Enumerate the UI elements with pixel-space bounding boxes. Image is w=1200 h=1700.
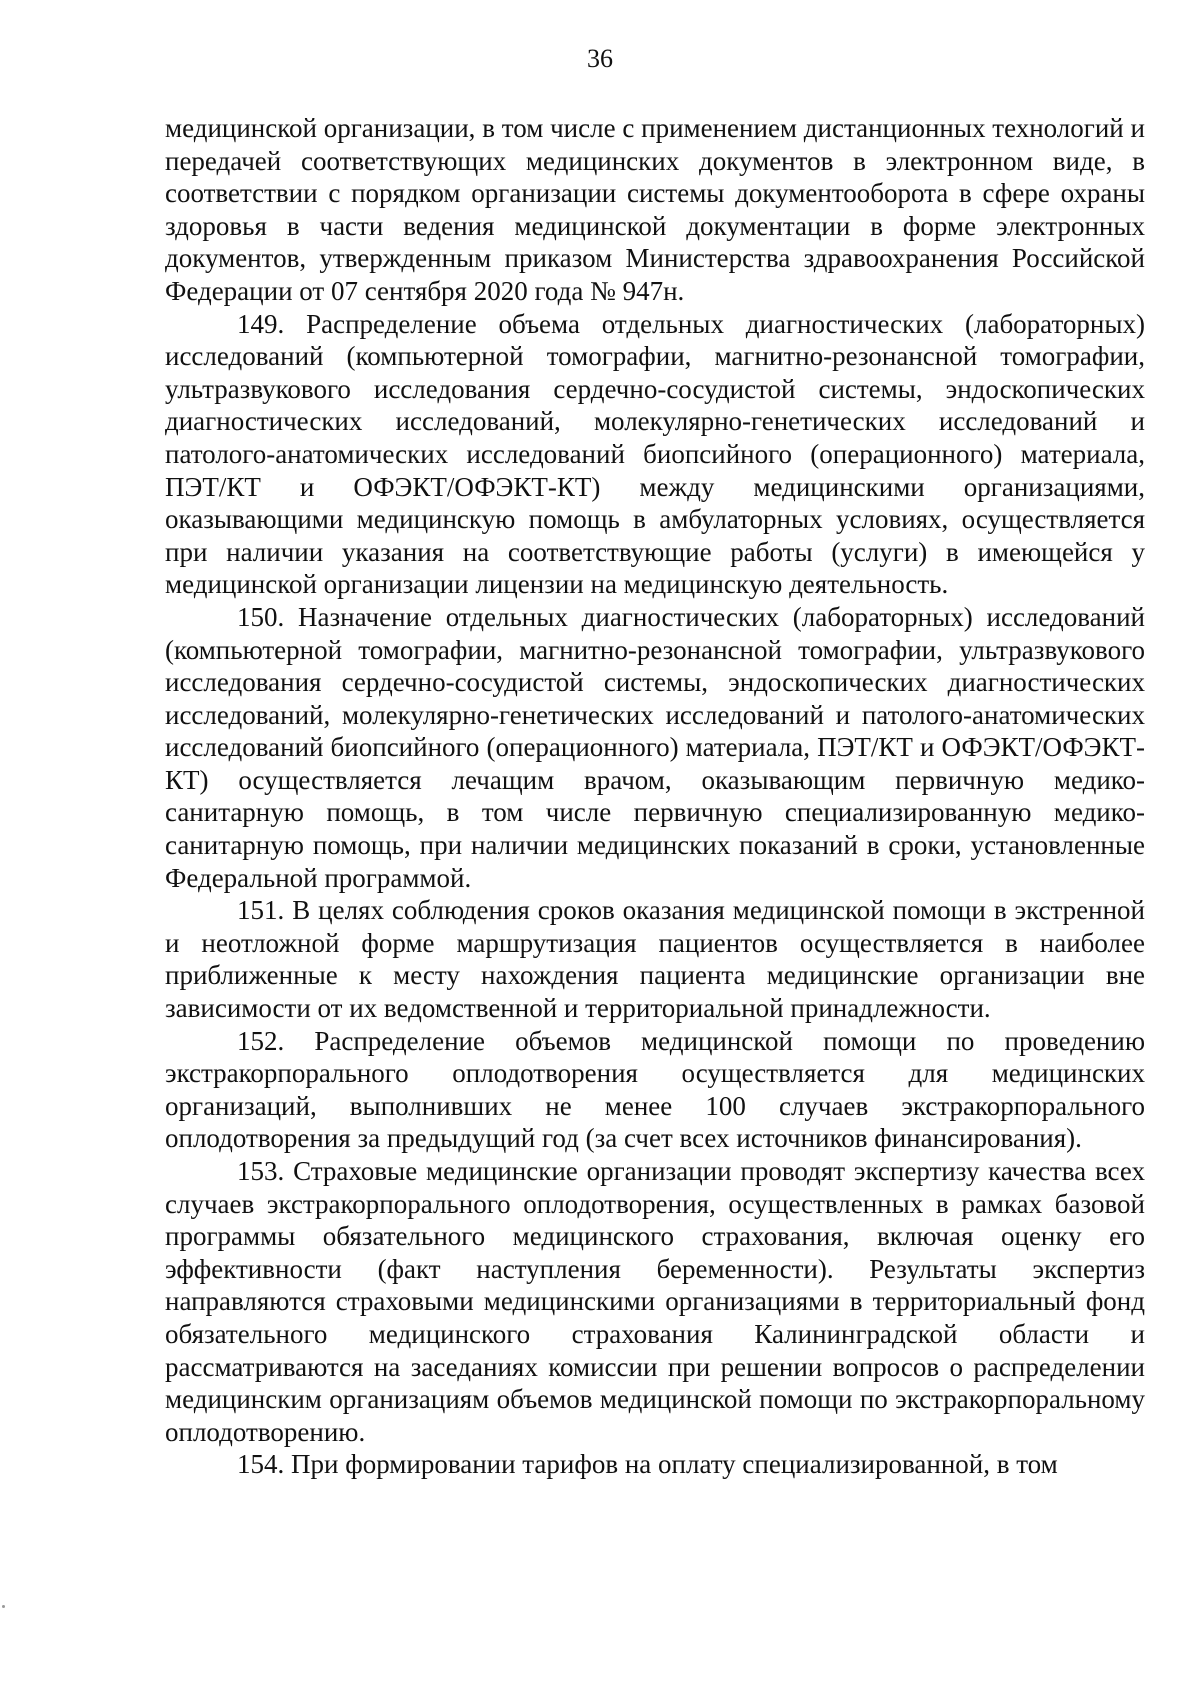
paragraph-152: 152. Распределение объемов медицинской помощи по проведению экстракорпорального оплодотворения осуществляется для медицинских организаций, выполнивших не менее 100 случаев экстракорпорального оплодотворения за предыдущий год (за счет всех источников финансирования). — [165, 1025, 1145, 1154]
page-number: 36 — [587, 44, 613, 73]
paragraph-151: 151. В целях соблюдения сроков оказания медицинской помощи в экстренной и неотложной форме маршрутизация пациентов осуществляется в наиболее приближенные к месту нахождения пациента медицинские организации вне зависимости от их ведомственной и территориальной принадлежности. — [165, 895, 1145, 1024]
paragraph-149: 149. Распределение объема отдельных диагностических (лабораторных) исследований (компьютерной томографии, магнитно-резонансной томографии, ультразвукового исследования сердечно-сосудистой системы, эндоскопических диагностических исследований, молекулярно-генетических исследований и патолого-анатомических исследований биопсийного (операционного) материала, ПЭТ/КТ и ОФЭКТ/ОФЭКТ-КТ) между медицинскими организациями, оказывающими медицинскую помощь в амбулаторных условиях, осуществляется при наличии указания на соответствующие работы (услуги) в имеющейся у медицинской организации лицензии на медицинскую деятельность. — [165, 308, 1145, 600]
paragraph-150: 150. Назначение отдельных диагностических (лабораторных) исследований (компьютерной томографии, магнитно-резонансной томографии, ультразвукового исследования сердечно-сосудистой системы, эндоскопических диагностических исследований, молекулярно-генетических исследований и патолого-анатомических исследований биопсийного (операционного) материала, ПЭТ/КТ и ОФЭКТ/ОФЭКТ-КТ) осуществляется лечащим врачом, оказывающим первичную медико-санитарную помощь, в том числе первичную специализированную медико-санитарную помощь, при наличии медицинских показаний в сроки, установленные Федеральной программой. — [165, 601, 1145, 893]
paragraph-153: 153. Страховые медицинские организации проводят экспертизу качества всех случаев экстракорпорального оплодотворения, осуществленных в рамках базовой программы обязательного медицинского страхования, включая оценку его эффективности (факт наступления беременности). Результаты экспертиз направляются страховыми медицинскими организациями в территориальный фонд обязательного медицинского страхования Калининградской области и рассматриваются на заседаниях комиссии при решении вопросов о распределении медицинским организациям объемов медицинской помощи по экстракорпоральному оплодотворению. — [165, 1156, 1145, 1447]
paragraph-154: 154. При формировании тарифов на оплату специализированной, в том — [237, 1449, 1058, 1480]
document-body — [165, 112, 1145, 1481]
scan-artifact-dot — [2, 1605, 5, 1608]
paragraph-continuation: медицинской организации, в том числе с применением дистанционных технологий и передачей соответствующих медицинских документов в электронном виде, в соответствии с порядком организации системы документооборота в сфере охраны здоровья в части ведения медицинской документации в форме электронных документов, утвержденным приказом Министерства здравоохранения Российской Федерации от 07 сентября 2020 года № 947н. — [165, 113, 1145, 306]
